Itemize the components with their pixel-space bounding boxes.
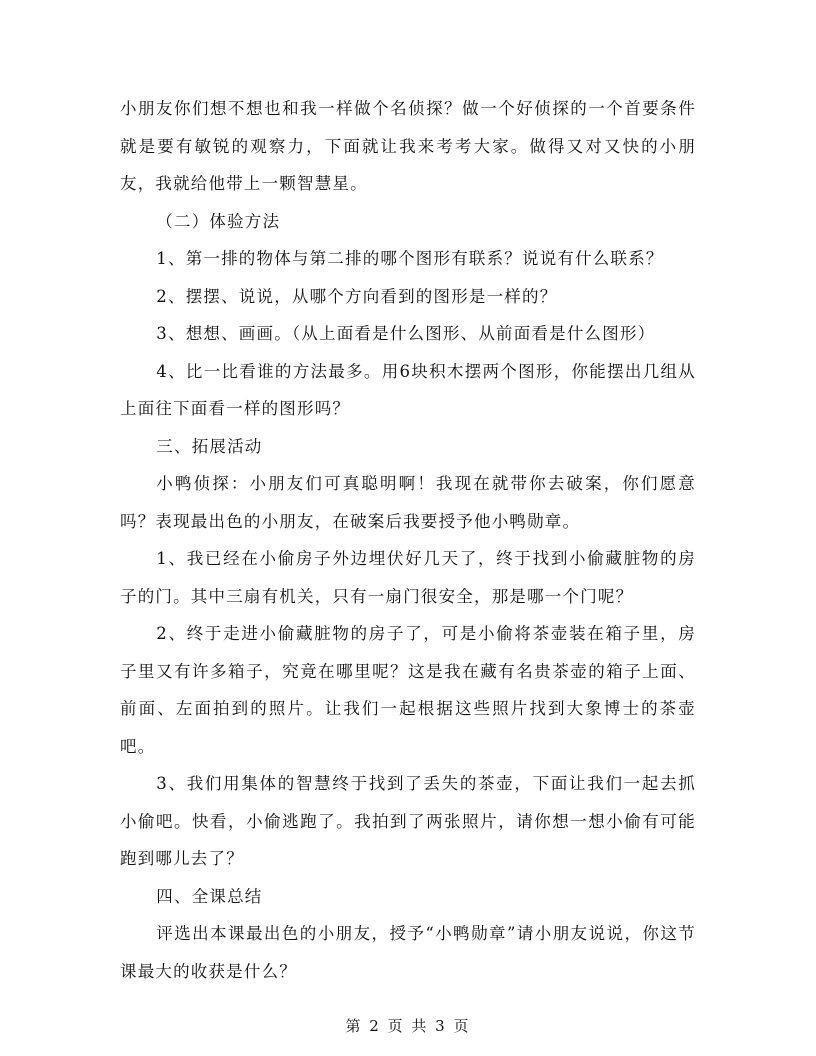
list-item-1: 1、第一排的物体与第二排的哪个图形有联系？说说有什么联系？ xyxy=(156,249,664,268)
paragraph-duck-detective: 小鸭侦探：小朋友们可真聪明啊！我现在就带你去破案，你们愿意吗？表现最出色的小朋友，在破案后我要授予他小鸭勋章。 xyxy=(120,474,696,531)
heading-lesson-summary: 四、全课总结 xyxy=(156,886,263,906)
activity-item-1: 1、我已经在小偷房子外边埋伏好几天了，终于找到小偷藏脏物的房子的门。其中三扇有机关，只有一扇门很安全，那是哪一个门呢？ xyxy=(120,549,696,606)
document-body xyxy=(120,90,696,990)
paragraph-intro: 小朋友你们想不想也和我一样做个名侦探？做一个好侦探的一个首要条件就是要有敏锐的观察力，下面就让我来考考大家。做得又对又快的小朋友，我就给他带上一颗智慧星。 xyxy=(120,99,696,193)
page-number-footer: 第 2 页 共 3 页 xyxy=(345,1017,471,1035)
list-item-3: 3、想想、画画。（从上面看是什么图形、从前面看是什么图形） xyxy=(156,324,656,343)
activity-item-3: 3、我们用集体的智慧终于找到了丢失的茶壶，下面让我们一起去抓小偷吧。快看，小偷逃跑了。我拍到了两张照片，请你想一想小偷有可能跑到哪儿去了？ xyxy=(120,774,696,868)
heading-extension-activity: 三、拓展活动 xyxy=(156,436,263,456)
paragraph-summary: 评选出本课最出色的小朋友，授予“小鸭勋章”请小朋友说说，你这节课最大的收获是什么？ xyxy=(120,924,696,981)
list-item-2: 2、摆摆、说说，从哪个方向看到的图形是一样的？ xyxy=(156,286,558,306)
list-item-4: 4、比一比看谁的方法最多。用6块积木摆两个图形，你能摆出几组从上面往下面看一样的图形吗？ xyxy=(120,361,696,418)
activity-item-2: 2、终于走进小偷藏脏物的房子了，可是小偷将茶壶装在箱子里，房子里又有许多箱子，究竟在哪里呢？这是我在藏有名贵茶壶的箱子上面、前面、左面拍到的照片。让我们一起根据这些照片找到大象博士的茶壶吧。 xyxy=(120,624,696,756)
heading-experience-method: （二）体验方法 xyxy=(156,211,281,231)
